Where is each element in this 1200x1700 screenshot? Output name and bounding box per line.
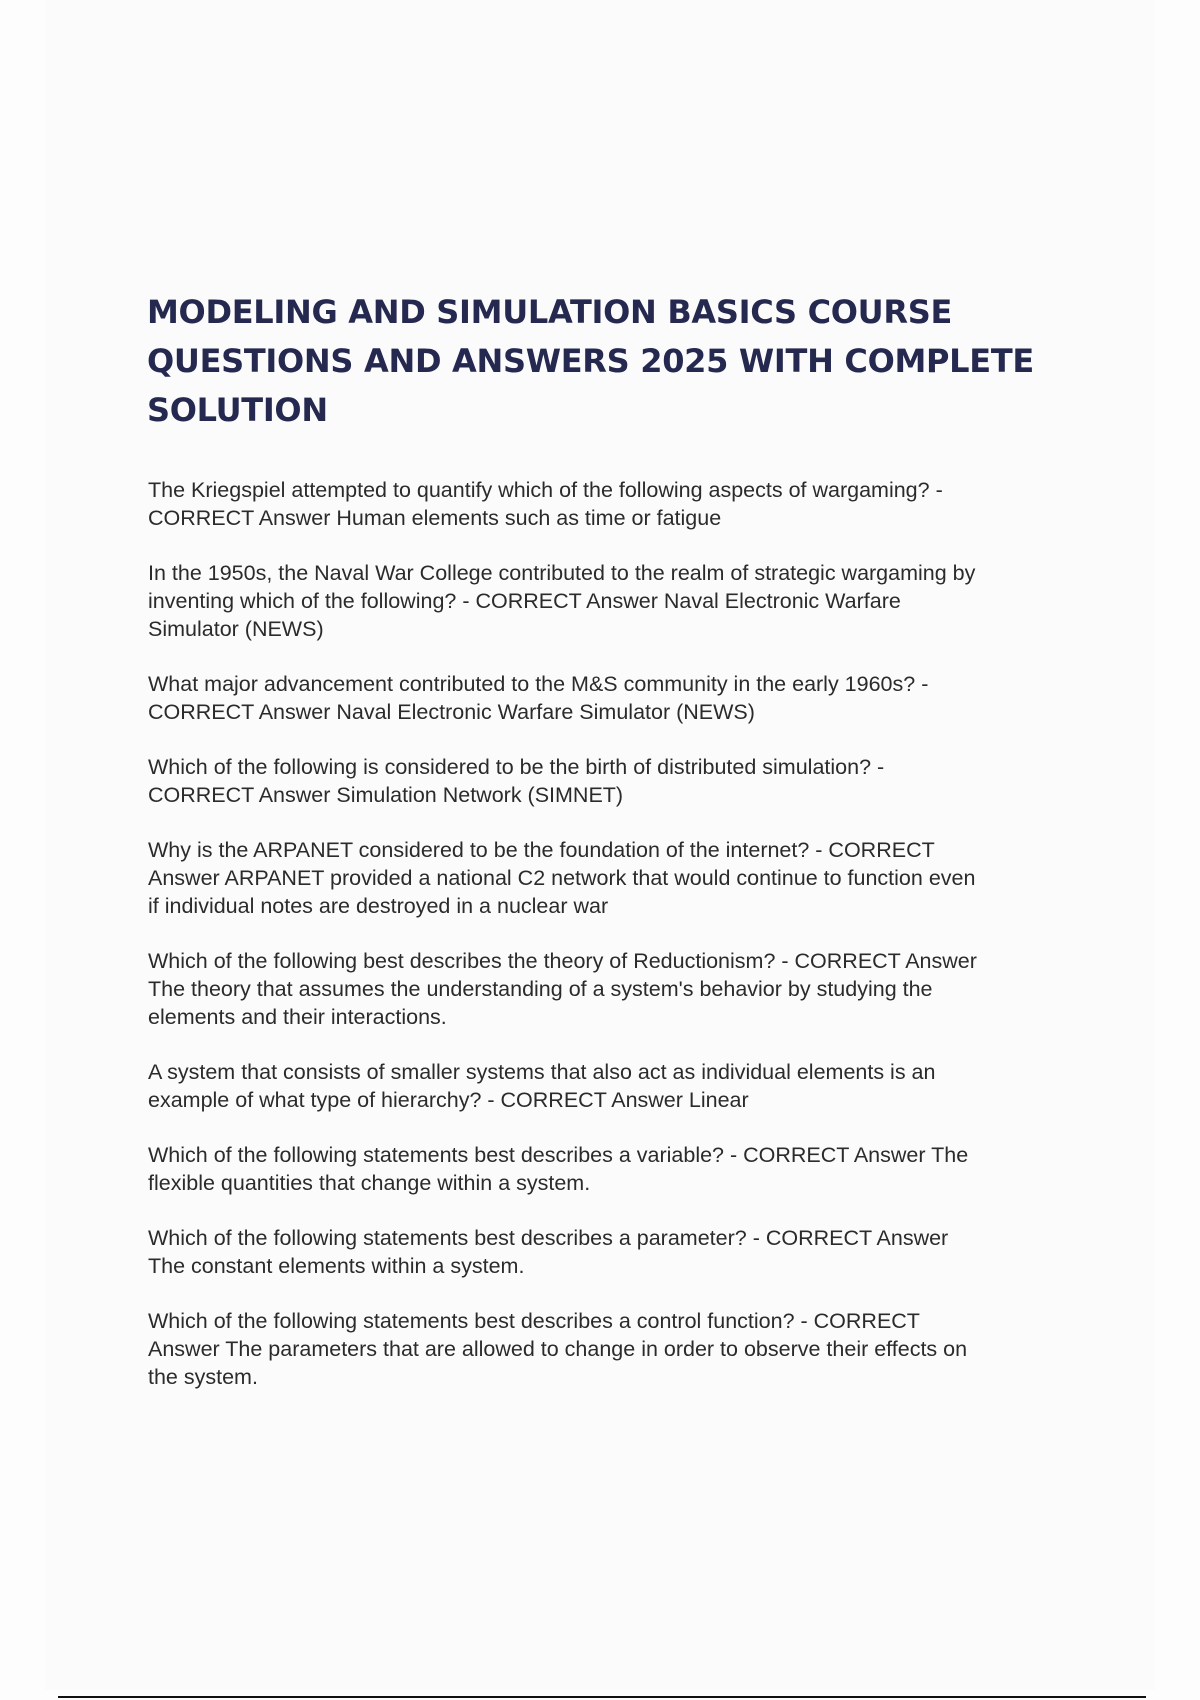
qa-line: Answer The parameters that are allowed to change in order to observe their effects on <box>148 1337 968 1361</box>
qa-line: Which of the following statements best describes a parameter? - CORRECT Answer <box>148 1226 949 1250</box>
qa-line: CORRECT Answer Simulation Network (SIMNET) <box>148 783 624 807</box>
qa-line: example of what type of hierarchy? - CORRECT Answer Linear <box>148 1088 749 1112</box>
qa-line: The theory that assumes the understanding of a system's behavior by studying the <box>148 977 933 1001</box>
qa-line: Which of the following statements best describes a control function? - CORRECT <box>148 1309 920 1333</box>
qa-item <box>148 1141 1108 1197</box>
qa-item <box>148 1224 1108 1280</box>
qa-line: Which of the following best describes the theory of Reductionism? - CORRECT Answer <box>148 949 977 973</box>
qa-line: elements and their interactions. <box>148 1005 447 1029</box>
qa-line: Why is the ARPANET considered to be the foundation of the internet? - CORRECT <box>148 838 935 862</box>
qa-line: the system. <box>148 1365 258 1389</box>
qa-line: Which of the following statements best describes a variable? - CORRECT Answer The <box>148 1143 969 1167</box>
qa-item <box>148 836 1108 920</box>
qa-line: Simulator (NEWS) <box>148 617 324 641</box>
qa-line: The Kriegspiel attempted to quantify which of the following aspects of wargaming? - <box>148 478 943 502</box>
qa-line: A system that consists of smaller systems that also act as individual elements is an <box>148 1060 936 1084</box>
title-line: SOLUTION <box>147 391 328 429</box>
qa-item <box>148 753 1108 809</box>
qa-item <box>148 1058 1108 1114</box>
qa-item <box>148 670 1108 726</box>
title-line: MODELING AND SIMULATION BASICS COURSE <box>147 293 953 331</box>
qa-line: CORRECT Answer Human elements such as time or fatigue <box>148 506 722 530</box>
qa-line: What major advancement contributed to the M&S community in the early 1960s? - <box>148 672 929 696</box>
qa-line: The constant elements within a system. <box>148 1254 525 1278</box>
qa-list <box>148 476 1108 1418</box>
qa-item <box>148 476 1108 532</box>
qa-item <box>148 559 1108 643</box>
footer-rule <box>58 1696 1146 1698</box>
qa-line: Answer ARPANET provided a national C2 network that would continue to function even <box>148 866 976 890</box>
qa-item <box>148 947 1108 1031</box>
document-title <box>147 288 1107 435</box>
qa-line: flexible quantities that change within a system. <box>148 1171 591 1195</box>
qa-line: Which of the following is considered to be the birth of distributed simulation? - <box>148 755 885 779</box>
qa-item <box>148 1307 1108 1391</box>
title-line: QUESTIONS AND ANSWERS 2025 WITH COMPLETE <box>147 342 1034 380</box>
qa-line: inventing which of the following? - CORRECT Answer Naval Electronic Warfare <box>148 589 901 613</box>
qa-line: In the 1950s, the Naval War College contributed to the realm of strategic wargaming by <box>148 561 976 585</box>
qa-line: CORRECT Answer Naval Electronic Warfare Simulator (NEWS) <box>148 700 755 724</box>
qa-line: if individual notes are destroyed in a nuclear war <box>148 894 609 918</box>
